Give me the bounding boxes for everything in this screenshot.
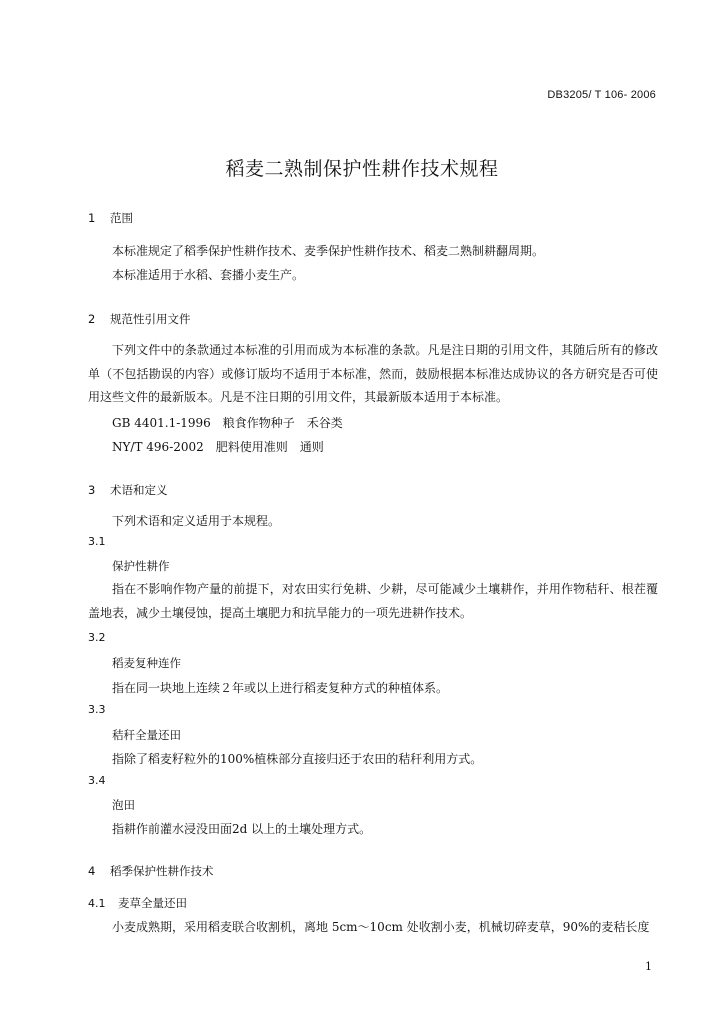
section-title: 范围 bbox=[110, 211, 133, 225]
section-number: 3 bbox=[88, 483, 96, 497]
paragraph: 下列文件中的条款通过本标准的引用而成为本标准的条款。凡是注日期的引用文件，其随后所有的修改单（不包括勘误的内容）或修订版均不适用于本标准，然而，鼓励根据本标准达成协议的各方研究是否可使用这些文件的最新版本。凡是不注日期的引用文件，其最新版本适用于本标准。 bbox=[88, 343, 658, 404]
section-2-heading bbox=[88, 311, 191, 327]
term-name: 秸秆全量还田 bbox=[112, 728, 181, 742]
section-title: 术语和定义 bbox=[110, 483, 168, 497]
section-title: 稻季保护性耕作技术 bbox=[110, 864, 214, 878]
term-definition: 指除了稻麦籽粒外的100%植株部分直接归还于农田的秸秆利用方式。 bbox=[112, 752, 483, 766]
section-title: 规范性引用文件 bbox=[110, 312, 191, 326]
paragraph: 本标准规定了稻季保护性耕作技术、麦季保护性耕作技术、稻麦二熟制耕翻周期。 bbox=[112, 244, 545, 258]
reference-item: NY/T 496-2002 肥料使用准则 通则 bbox=[112, 440, 324, 454]
term-name: 稻麦复种连作 bbox=[112, 656, 181, 670]
term-name: 泡田 bbox=[112, 798, 135, 812]
section-number: 2 bbox=[88, 312, 96, 326]
reference-item: GB 4401.1-1996 粮食作物种子 禾谷类 bbox=[112, 416, 343, 430]
paragraph: 小麦成熟期，采用稻麦联合收割机，离地 5cm～10cm 处收割小麦，机械切碎麦草，90%的麦秸长度 bbox=[112, 920, 650, 934]
section-1-heading bbox=[88, 210, 133, 226]
page-number: 1 bbox=[645, 960, 652, 973]
term-number: 3.2 bbox=[88, 631, 106, 644]
term-number: 3.1 bbox=[88, 535, 106, 548]
document-title: 稻麦二熟制保护性耕作技术规程 bbox=[225, 158, 499, 180]
subsection-number: 4.1 bbox=[88, 897, 106, 910]
paragraph: 下列术语和定义适用于本规程。 bbox=[112, 514, 281, 528]
subsection-4-1-heading bbox=[88, 895, 187, 911]
section-number: 4 bbox=[88, 864, 96, 878]
term-definition: 指在同一块地上连续２年或以上进行稻麦复种方式的种植体系。 bbox=[112, 681, 449, 695]
term-number: 3.3 bbox=[88, 703, 106, 716]
subsection-title: 麦草全量还田 bbox=[118, 896, 187, 910]
section-number: 1 bbox=[88, 211, 96, 225]
paragraph: 本标准适用于水稻、套播小麦生产。 bbox=[112, 268, 305, 282]
term-definition: 指在不影响作物产量的前提下，对农田实行免耕、少耕，尽可能减少土壤耕作，并用作物秸秆、根茬覆盖地表，减少土壤侵蚀，提高土壤肥力和抗旱能力的一项先进耕作技术。 bbox=[88, 582, 658, 620]
section-4-heading bbox=[88, 863, 214, 879]
term-definition: 指耕作前灌水浸没田面2d 以上的土壤处理方式。 bbox=[112, 822, 372, 836]
section-3-heading bbox=[88, 482, 168, 498]
term-number: 3.4 bbox=[88, 774, 106, 787]
document-code: DB3205/ T 106- 2006 bbox=[547, 89, 656, 101]
term-name: 保护性耕作 bbox=[112, 559, 170, 573]
